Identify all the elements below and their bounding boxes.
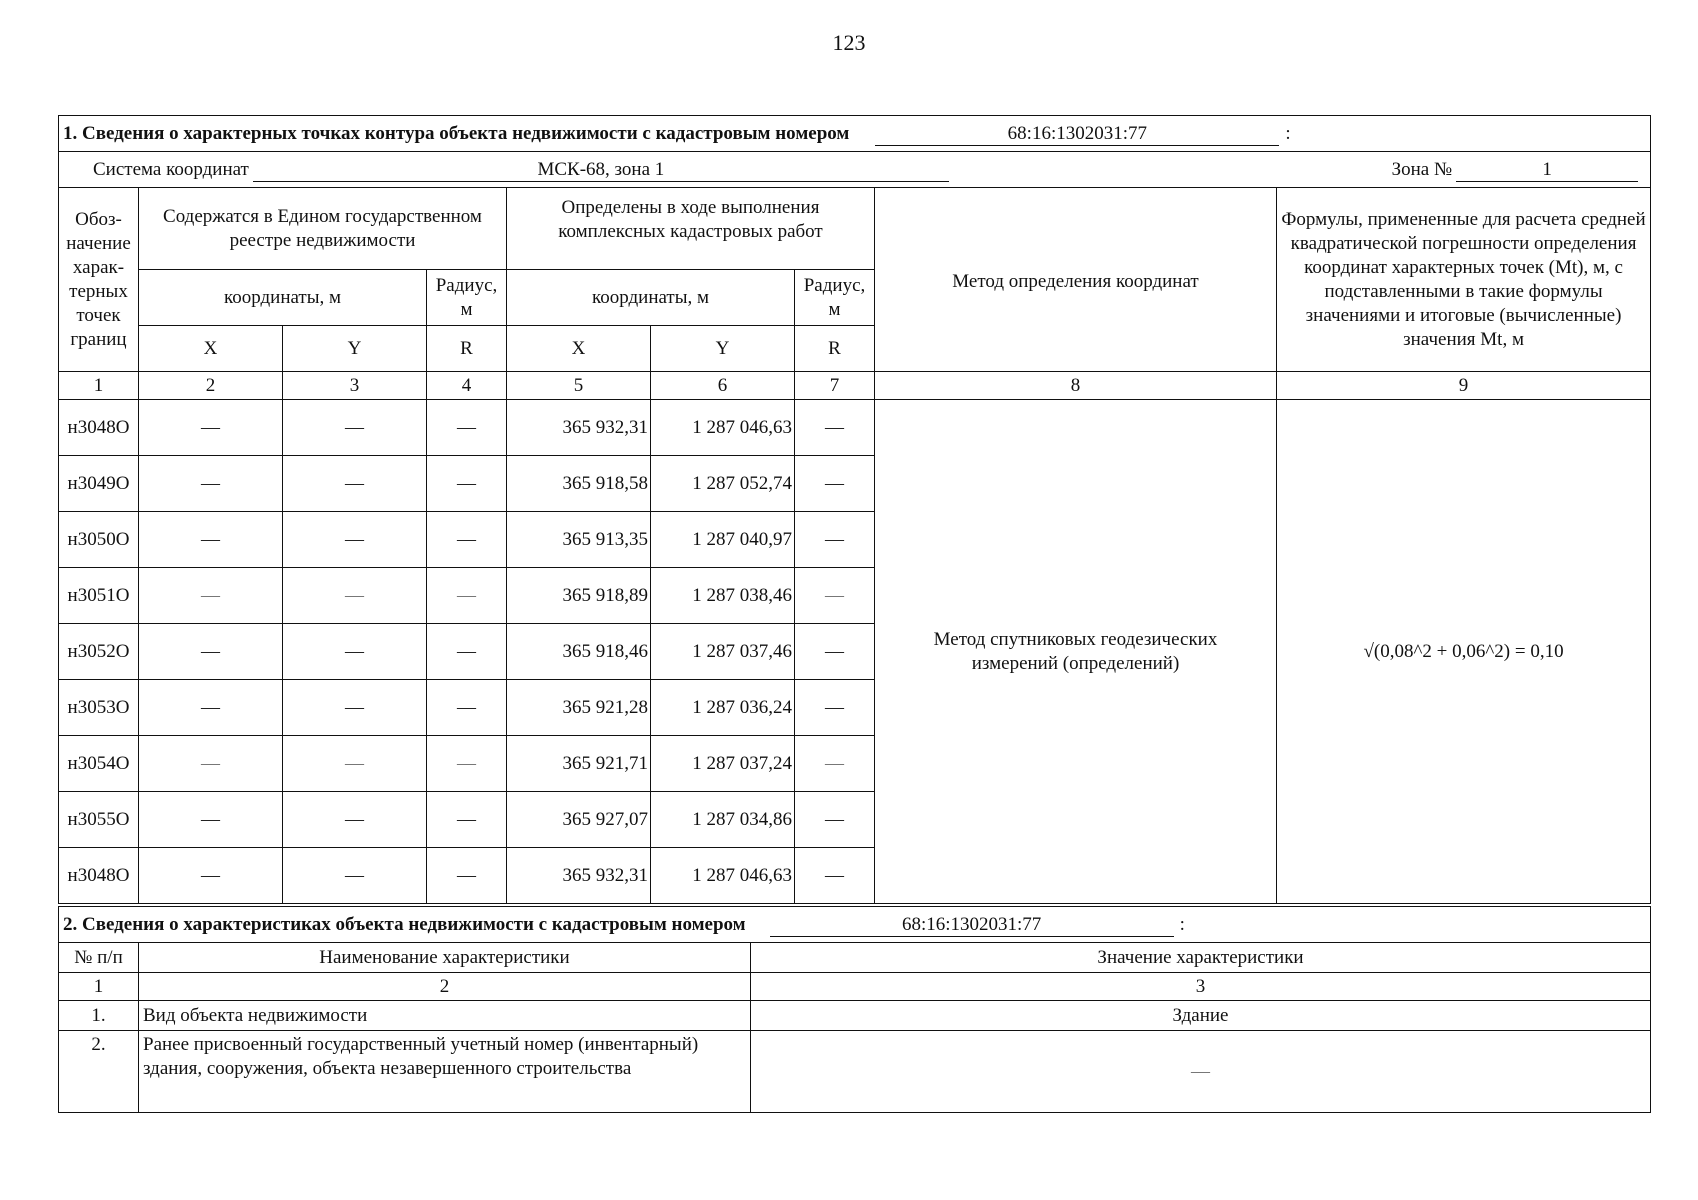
egrn-x: — xyxy=(139,568,283,624)
col-number: 2 xyxy=(139,973,751,1001)
section1-cadastral-number: 68:16:1302031:77 xyxy=(875,123,1279,146)
kkr-r: — xyxy=(795,736,875,792)
kkr-r: — xyxy=(795,792,875,848)
header-formula: Формулы, примененные для расчета средней квадратической погрешности определения координат характерных точек (Mt), м, с подставленными в такие формулы значениями и итоговые (вычисленные) значения Mt, м xyxy=(1277,188,1651,372)
kkr-r: — xyxy=(795,848,875,904)
header-kkr-coords: координаты, м xyxy=(507,270,795,326)
table-row xyxy=(59,1031,1651,1113)
egrn-y: — xyxy=(283,456,427,512)
kkr-x: 365 918,89 xyxy=(507,568,651,624)
kkr-y: 1 287 046,63 xyxy=(651,848,795,904)
egrn-x: — xyxy=(139,400,283,456)
header-kkr-x: X xyxy=(507,326,651,372)
point-name: н3053О xyxy=(59,680,139,736)
kkr-y: 1 287 036,24 xyxy=(651,680,795,736)
egrn-y: — xyxy=(283,512,427,568)
col-number: 1 xyxy=(59,372,139,400)
characteristics-table xyxy=(58,906,1651,1113)
col-number: 8 xyxy=(875,372,1277,400)
header-kkr-y: Y xyxy=(651,326,795,372)
formula-value: √(0,08^2 + 0,06^2) = 0,10 xyxy=(1277,400,1651,904)
header-egrn-x: X xyxy=(139,326,283,372)
egrn-y: — xyxy=(283,736,427,792)
egrn-r: — xyxy=(427,456,507,512)
table-row xyxy=(59,400,1651,456)
table-row xyxy=(59,1001,1651,1031)
egrn-y: — xyxy=(283,568,427,624)
kkr-y: 1 287 052,74 xyxy=(651,456,795,512)
col-number: 5 xyxy=(507,372,651,400)
col-number: 3 xyxy=(283,372,427,400)
section2-cadastral-number: 68:16:1302031:77 xyxy=(770,914,1174,937)
egrn-y: — xyxy=(283,624,427,680)
kkr-r: — xyxy=(795,456,875,512)
egrn-x: — xyxy=(139,624,283,680)
col-number: 7 xyxy=(795,372,875,400)
header-egrn-coords: координаты, м xyxy=(139,270,427,326)
point-name: н3050О xyxy=(59,512,139,568)
kkr-r: — xyxy=(795,512,875,568)
column-number-row xyxy=(59,973,1651,1001)
kkr-y: 1 287 037,46 xyxy=(651,624,795,680)
point-name: н3051О xyxy=(59,568,139,624)
kkr-x: 365 921,71 xyxy=(507,736,651,792)
header-name: Наименование характеристики xyxy=(139,943,751,973)
column-number-row xyxy=(59,372,1651,400)
header-kkr-r: R xyxy=(795,326,875,372)
egrn-r: — xyxy=(427,624,507,680)
header-num: № п/п xyxy=(59,943,139,973)
egrn-x: — xyxy=(139,512,283,568)
egrn-r: — xyxy=(427,568,507,624)
point-name: н3052О xyxy=(59,624,139,680)
header-egrn: Содержатся в Едином государственном реестре недвижимости xyxy=(139,188,507,270)
point-name: н3054О xyxy=(59,736,139,792)
zone-value: 1 xyxy=(1456,159,1638,182)
egrn-r: — xyxy=(427,848,507,904)
kkr-y: 1 287 038,46 xyxy=(651,568,795,624)
egrn-r: — xyxy=(427,400,507,456)
row-num: 1. xyxy=(59,1001,139,1031)
section2-header-row xyxy=(59,907,1651,943)
egrn-x: — xyxy=(139,736,283,792)
header-kkr-radius: Радиус, м xyxy=(795,270,875,326)
col-number: 9 xyxy=(1277,372,1651,400)
points-table xyxy=(58,115,1651,904)
egrn-r: — xyxy=(427,792,507,848)
coord-system-label: Система координат xyxy=(93,158,249,180)
egrn-r: — xyxy=(427,512,507,568)
coord-system-row xyxy=(59,152,1651,188)
header-point-name: Обоз-начение харак-терных точек границ xyxy=(59,188,139,372)
method-value: Метод спутниковых геодезических измерений (определений) xyxy=(875,400,1277,904)
point-name: н3048О xyxy=(59,400,139,456)
egrn-x: — xyxy=(139,456,283,512)
egrn-y: — xyxy=(283,680,427,736)
point-name: н3055О xyxy=(59,792,139,848)
kkr-x: 365 913,35 xyxy=(507,512,651,568)
egrn-x: — xyxy=(139,792,283,848)
egrn-x: — xyxy=(139,848,283,904)
egrn-y: — xyxy=(283,792,427,848)
row-name: Вид объекта недвижимости xyxy=(139,1001,751,1031)
col-number: 4 xyxy=(427,372,507,400)
kkr-y: 1 287 034,86 xyxy=(651,792,795,848)
col-number: 2 xyxy=(139,372,283,400)
section1-header-row xyxy=(59,116,1651,152)
egrn-x: — xyxy=(139,680,283,736)
col-number: 1 xyxy=(59,973,139,1001)
page-number: 123 xyxy=(832,30,866,55)
section2-title: 2. Сведения о характеристиках объекта недвижимости с кадастровым номером xyxy=(63,913,746,935)
col-number: 6 xyxy=(651,372,795,400)
kkr-x: 365 932,31 xyxy=(507,848,651,904)
kkr-x: 365 921,28 xyxy=(507,680,651,736)
kkr-r: — xyxy=(795,400,875,456)
header-egrn-radius: Радиус, м xyxy=(427,270,507,326)
coord-system-value: МСК-68, зона 1 xyxy=(253,159,949,182)
zone-label: Зона № xyxy=(1391,158,1453,180)
section1-title: 1. Сведения о характерных точках контура объекта недвижимости с кадастровым номером xyxy=(63,122,850,144)
row-num: 2. xyxy=(59,1031,139,1113)
section2-colon: : xyxy=(1179,913,1185,935)
row-name: Ранее присвоенный государственный учетный номер (инвентарный) здания, сооружения, объекта незавершенного строительства xyxy=(139,1031,751,1113)
col-number: 3 xyxy=(751,973,1651,1001)
point-name: н3049О xyxy=(59,456,139,512)
header-egrn-y: Y xyxy=(283,326,427,372)
header-egrn-r: R xyxy=(427,326,507,372)
kkr-r: — xyxy=(795,680,875,736)
kkr-x: 365 932,31 xyxy=(507,400,651,456)
egrn-y: — xyxy=(283,400,427,456)
kkr-x: 365 918,58 xyxy=(507,456,651,512)
row-value: Здание xyxy=(751,1001,1651,1031)
kkr-y: 1 287 037,24 xyxy=(651,736,795,792)
egrn-y: — xyxy=(283,848,427,904)
header-value: Значение характеристики xyxy=(751,943,1651,973)
egrn-r: — xyxy=(427,736,507,792)
header-kkr: Определены в ходе выполнения комплексных кадастровых работ xyxy=(507,188,875,270)
kkr-y: 1 287 040,97 xyxy=(651,512,795,568)
section1-colon: : xyxy=(1285,122,1291,144)
kkr-y: 1 287 046,63 xyxy=(651,400,795,456)
kkr-r: — xyxy=(795,624,875,680)
row-value: — xyxy=(751,1031,1651,1113)
header-method: Метод определения координат xyxy=(875,188,1277,372)
kkr-r: — xyxy=(795,568,875,624)
kkr-x: 365 927,07 xyxy=(507,792,651,848)
point-name: н3048О xyxy=(59,848,139,904)
egrn-r: — xyxy=(427,680,507,736)
kkr-x: 365 918,46 xyxy=(507,624,651,680)
